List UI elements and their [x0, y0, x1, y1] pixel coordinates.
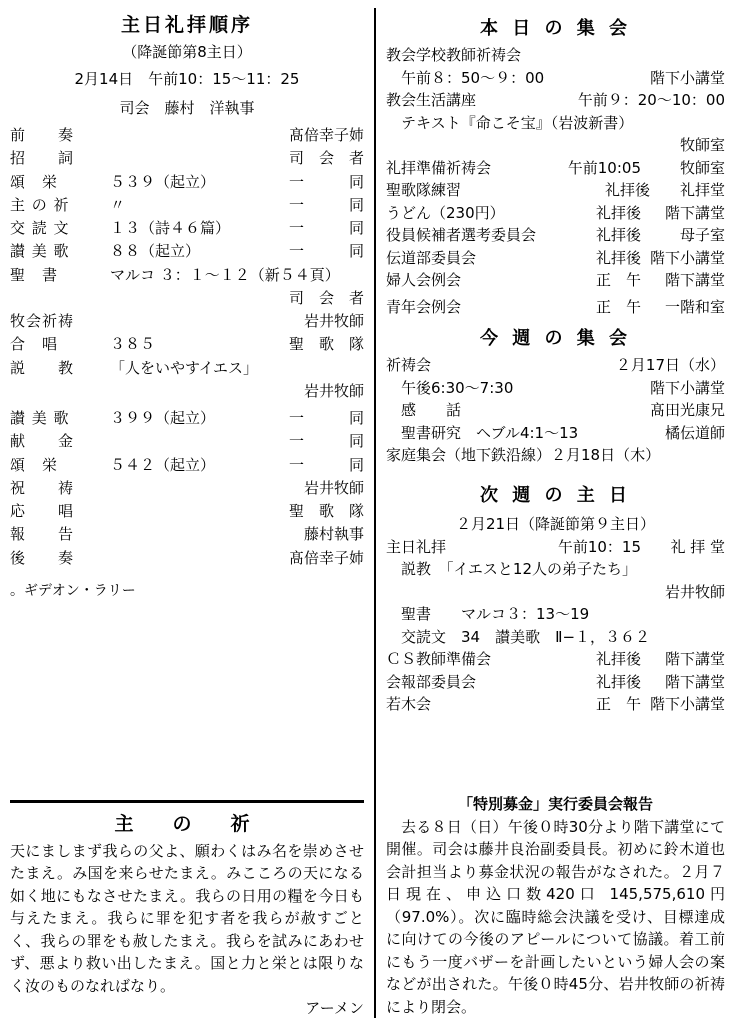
meeting-row: [386, 269, 725, 292]
order-row: [10, 333, 364, 356]
meeting-time: 午後6:30〜7:30: [386, 378, 514, 397]
meeting-time: 午前８：50〜９：00: [386, 68, 545, 87]
order-person: 司 会 者: [288, 288, 364, 307]
service-leader: 司会 藤村 洋執事: [119, 99, 255, 117]
meeting-row: [386, 44, 725, 67]
meeting-place: 礼 拝 堂: [670, 537, 725, 556]
order-label: 祝 祷: [10, 478, 75, 497]
meeting-detail: テキスト『命こそ宝』（岩波新書）: [386, 113, 634, 132]
order-label: 交 読 文: [10, 219, 70, 237]
order-person: 一 同: [288, 195, 364, 214]
lords-prayer-title: 主 の 祈: [114, 812, 260, 835]
order-row: [10, 380, 364, 403]
meeting-place: 牧師室: [679, 136, 725, 154]
order-person: 一 同: [288, 242, 364, 261]
meeting-name: 教会学校教師祈祷会: [386, 46, 522, 64]
order-row: [10, 264, 364, 287]
order-person: 一 同: [288, 219, 364, 237]
meeting-row: [386, 558, 725, 581]
order-row: [10, 171, 364, 194]
order-detail: １３（詩４６篇）: [110, 219, 231, 237]
order-detail: ３８５: [110, 335, 156, 354]
report-text: 去る８日（日）午後０時30分より階下講堂にて開催。司会は藤井良治副委員長。初めに鈴木道也会計担当より募金状況の報告がなされた。２月７日現在、申込口数420口 145,575,610円（97.0%）。次に臨時総会決議を受け、目標達成に向けての今後のアピールについて協議。着工前にもう一度バザーを計画したいという婦人会の案などが出された。午後０時45分、岩井牧師の祈祷により閉会。: [386, 817, 725, 1016]
order-label: 後 奏: [10, 548, 75, 567]
order-person: 聖 歌 隊: [288, 502, 364, 520]
order-label: 牧会祈祷: [10, 312, 75, 330]
order-detail: 〃: [110, 195, 126, 214]
meeting-name: 伝道部委員会: [386, 248, 477, 267]
meeting-time: 礼拝後: [595, 248, 641, 267]
order-detail: マルコ ３：１〜１２（新５４頁）: [110, 265, 340, 284]
lords-prayer-block: [10, 792, 364, 1019]
meeting-row: [386, 422, 725, 445]
page-title: 主日礼拝順序: [120, 14, 253, 36]
meeting-place: 一階和室: [664, 297, 725, 316]
meeting-time: 礼拝後: [595, 672, 641, 691]
meeting-name: 祈祷会: [386, 356, 432, 374]
scripture-reference: 聖書 マルコ３：13〜19: [386, 605, 590, 623]
meeting-name: 青年会例会: [386, 297, 462, 316]
order-row: [10, 217, 364, 240]
meeting-row: [386, 648, 725, 671]
order-detail: [106, 147, 272, 170]
order-row: [10, 547, 364, 570]
order-detail: [106, 310, 272, 333]
meeting-row: [386, 581, 725, 604]
meeting-row: [386, 354, 725, 377]
meeting-place: 礼拝後 礼拝堂: [604, 181, 725, 199]
order-person: 一 同: [288, 172, 364, 191]
meeting-date: ２月17日（水）: [615, 356, 725, 374]
meeting-time: 正 午: [595, 297, 641, 316]
order-row: [10, 477, 364, 500]
meeting-time: 正 午: [595, 271, 641, 289]
meeting-place: 階下講堂: [664, 271, 725, 289]
meeting-place: 階下講堂: [664, 203, 725, 222]
order-detail: [106, 124, 272, 147]
meeting-place: 階下講堂: [664, 672, 725, 691]
todays-meetings-title: 本 日 の 集 会: [479, 18, 632, 39]
order-label: 讃 美 歌: [10, 242, 70, 261]
order-person: [272, 357, 364, 380]
service-order-list: [10, 124, 364, 570]
meeting-speaker: 髙田光康兄: [649, 401, 725, 419]
meeting-row: [386, 112, 725, 135]
order-detail: ５４２（起立）: [110, 455, 216, 474]
order-label: 報 告: [10, 525, 75, 544]
this-week-list: [386, 354, 725, 467]
order-label: 聖 書: [10, 265, 59, 284]
order-row: [10, 500, 364, 523]
meeting-time: 礼拝後: [595, 650, 641, 668]
order-row: [10, 430, 364, 453]
meeting-row: [386, 626, 725, 649]
section-divider: [10, 800, 364, 803]
order-row: [10, 240, 364, 263]
meeting-row: [386, 671, 725, 694]
left-column: [10, 8, 374, 1018]
special-fund-report: [386, 791, 725, 1019]
lords-prayer-text: 天にましまず我らの父よ、願わくはみ名を崇めさせたまえ。み国を来らせたまえ。みこころの天になる如く地にもなさせたまえ。我らの日用の糧を今日も与えたまえ。我らに罪を犯す者を我らが赦すごとく、我らの罪をも赦したまえ。我らを試みにあわせず、悪より救い出したまえ。国と力と栄とは限りなく汝のものなればなり。: [10, 841, 364, 995]
order-detail: [106, 430, 272, 453]
meeting-topic: 聖書研究 ヘブル4:1〜13: [386, 423, 579, 442]
this-week-title: 今 週 の 集 会: [479, 328, 632, 349]
todays-meetings-list: [386, 44, 725, 318]
meeting-place: 階下小講堂: [649, 248, 725, 267]
order-detail: ８８（起立）: [110, 242, 201, 261]
order-row: [10, 454, 364, 477]
meeting-row: [386, 247, 725, 270]
order-person: 一 同: [288, 455, 364, 474]
order-label: 前 奏: [10, 126, 75, 144]
meeting-row: [386, 603, 725, 626]
order-person: 一 同: [288, 409, 364, 427]
order-row: [10, 124, 364, 147]
order-person: 髙倍幸子姉: [288, 548, 364, 567]
right-column: [376, 8, 725, 1018]
meeting-name: 教会生活講座: [386, 91, 477, 109]
meeting-place: 母子室: [679, 226, 725, 244]
order-row: [10, 310, 364, 333]
order-label: 招 詞: [10, 149, 75, 168]
meeting-place: 階下小講堂: [649, 68, 725, 87]
meeting-place: 階下小講堂: [649, 695, 725, 713]
order-person: 岩井牧師: [303, 312, 364, 330]
order-person: 岩井牧師: [303, 478, 364, 497]
meeting-row: [386, 536, 725, 559]
meeting-row: [386, 67, 725, 90]
order-detail: [106, 547, 272, 570]
order-person: 岩井牧師: [303, 381, 364, 400]
meeting-row: [386, 89, 725, 112]
meeting-place: 牧師室: [679, 158, 725, 177]
meeting-name: 若木会: [386, 695, 432, 713]
meeting-row: [386, 157, 725, 180]
meeting-topic: 感 話: [386, 401, 462, 419]
sermon-title: 説教 「イエスと12人の弟子たち」: [386, 560, 637, 578]
next-sunday-list: [386, 536, 725, 716]
next-sunday-title: 次 週 の 主 日: [479, 484, 632, 506]
order-detail: ５３９（起立）: [110, 172, 216, 191]
meeting-name: 礼拝準備祈祷会: [386, 158, 492, 177]
meeting-time: 午前10:05: [567, 158, 641, 177]
meeting-name: 役員候補者選考委員会: [386, 226, 537, 244]
order-row: [10, 523, 364, 546]
meeting-time: 正 午: [595, 695, 641, 713]
order-row: [10, 147, 364, 170]
meeting-row: [386, 179, 725, 202]
order-label: 頌 栄: [10, 172, 59, 191]
order-label: 合 唱: [10, 335, 59, 354]
meeting-speaker: 橘伝道師: [664, 423, 725, 442]
meeting-time: 礼拝後: [595, 203, 641, 222]
meeting-time: 午前９：20〜10：00: [577, 91, 725, 109]
lords-prayer-amen: アーメン: [305, 999, 364, 1017]
report-title: 「特別募金」実行委員会報告: [457, 794, 653, 813]
meeting-name: 主日礼拝: [386, 537, 447, 556]
meeting-row: [386, 202, 725, 225]
meeting-name: 家庭集会（地下鉄沿線）２月18日（木）: [386, 446, 661, 464]
meeting-row: [386, 134, 725, 157]
meeting-name: うどん（230円）: [386, 203, 505, 222]
order-label: 讃 美 歌: [10, 409, 70, 427]
order-person: 聖 歌 隊: [288, 335, 364, 354]
meeting-row: [386, 444, 725, 467]
meeting-row: [386, 399, 725, 422]
meeting-time: 礼拝後: [595, 226, 641, 244]
meeting-row: [386, 224, 725, 247]
order-detail: [106, 477, 272, 500]
order-row: [10, 407, 364, 430]
meeting-time: 午前10：15: [557, 537, 641, 556]
order-row: [10, 357, 364, 380]
order-detail: [106, 523, 272, 546]
meeting-row: [386, 296, 725, 319]
order-label: 頌 栄: [10, 455, 59, 474]
order-label: 応 唱: [10, 502, 75, 520]
order-detail: [106, 500, 272, 523]
order-row: [10, 287, 364, 310]
order-detail: ３９９（起立）: [110, 409, 216, 427]
page-subtitle: （降誕節第8主日）: [122, 43, 252, 61]
two-column-layout: [10, 8, 725, 1018]
meeting-name: 会報部委員会: [386, 672, 477, 691]
order-person: 司 会 者: [288, 149, 364, 168]
order-row: [10, 194, 364, 217]
meeting-name: 婦人会例会: [386, 271, 462, 289]
order-label: 説 教: [10, 358, 75, 377]
announcement-note: 。ギデオン・ラリー: [10, 582, 136, 599]
meeting-place: 階下講堂: [664, 650, 725, 668]
service-datetime: 2月14日 午前10：15〜11：25: [74, 70, 300, 88]
order-person: 髙倍幸子姉: [288, 126, 364, 144]
order-person: 藤村執事: [303, 525, 364, 544]
meeting-name: ＣＳ教師準備会: [386, 650, 492, 668]
order-detail: 「人をいやすイエス」: [110, 358, 259, 377]
meeting-row: [386, 377, 725, 400]
preacher-name: 岩井牧師: [664, 582, 725, 601]
next-sunday-subtitle: ２月21日（降誕節第９主日）: [455, 514, 656, 533]
meeting-place: 階下小講堂: [649, 378, 725, 397]
meeting-row: [386, 693, 725, 716]
meeting-name: 聖歌隊練習: [386, 181, 462, 199]
order-label: 主 の 祈: [10, 195, 70, 214]
responsive-reading: 交読文 34 讃美歌 Ⅱ−１，３６２: [386, 627, 651, 646]
order-person: 一 同: [288, 432, 364, 451]
order-label: 献 金: [10, 432, 75, 451]
